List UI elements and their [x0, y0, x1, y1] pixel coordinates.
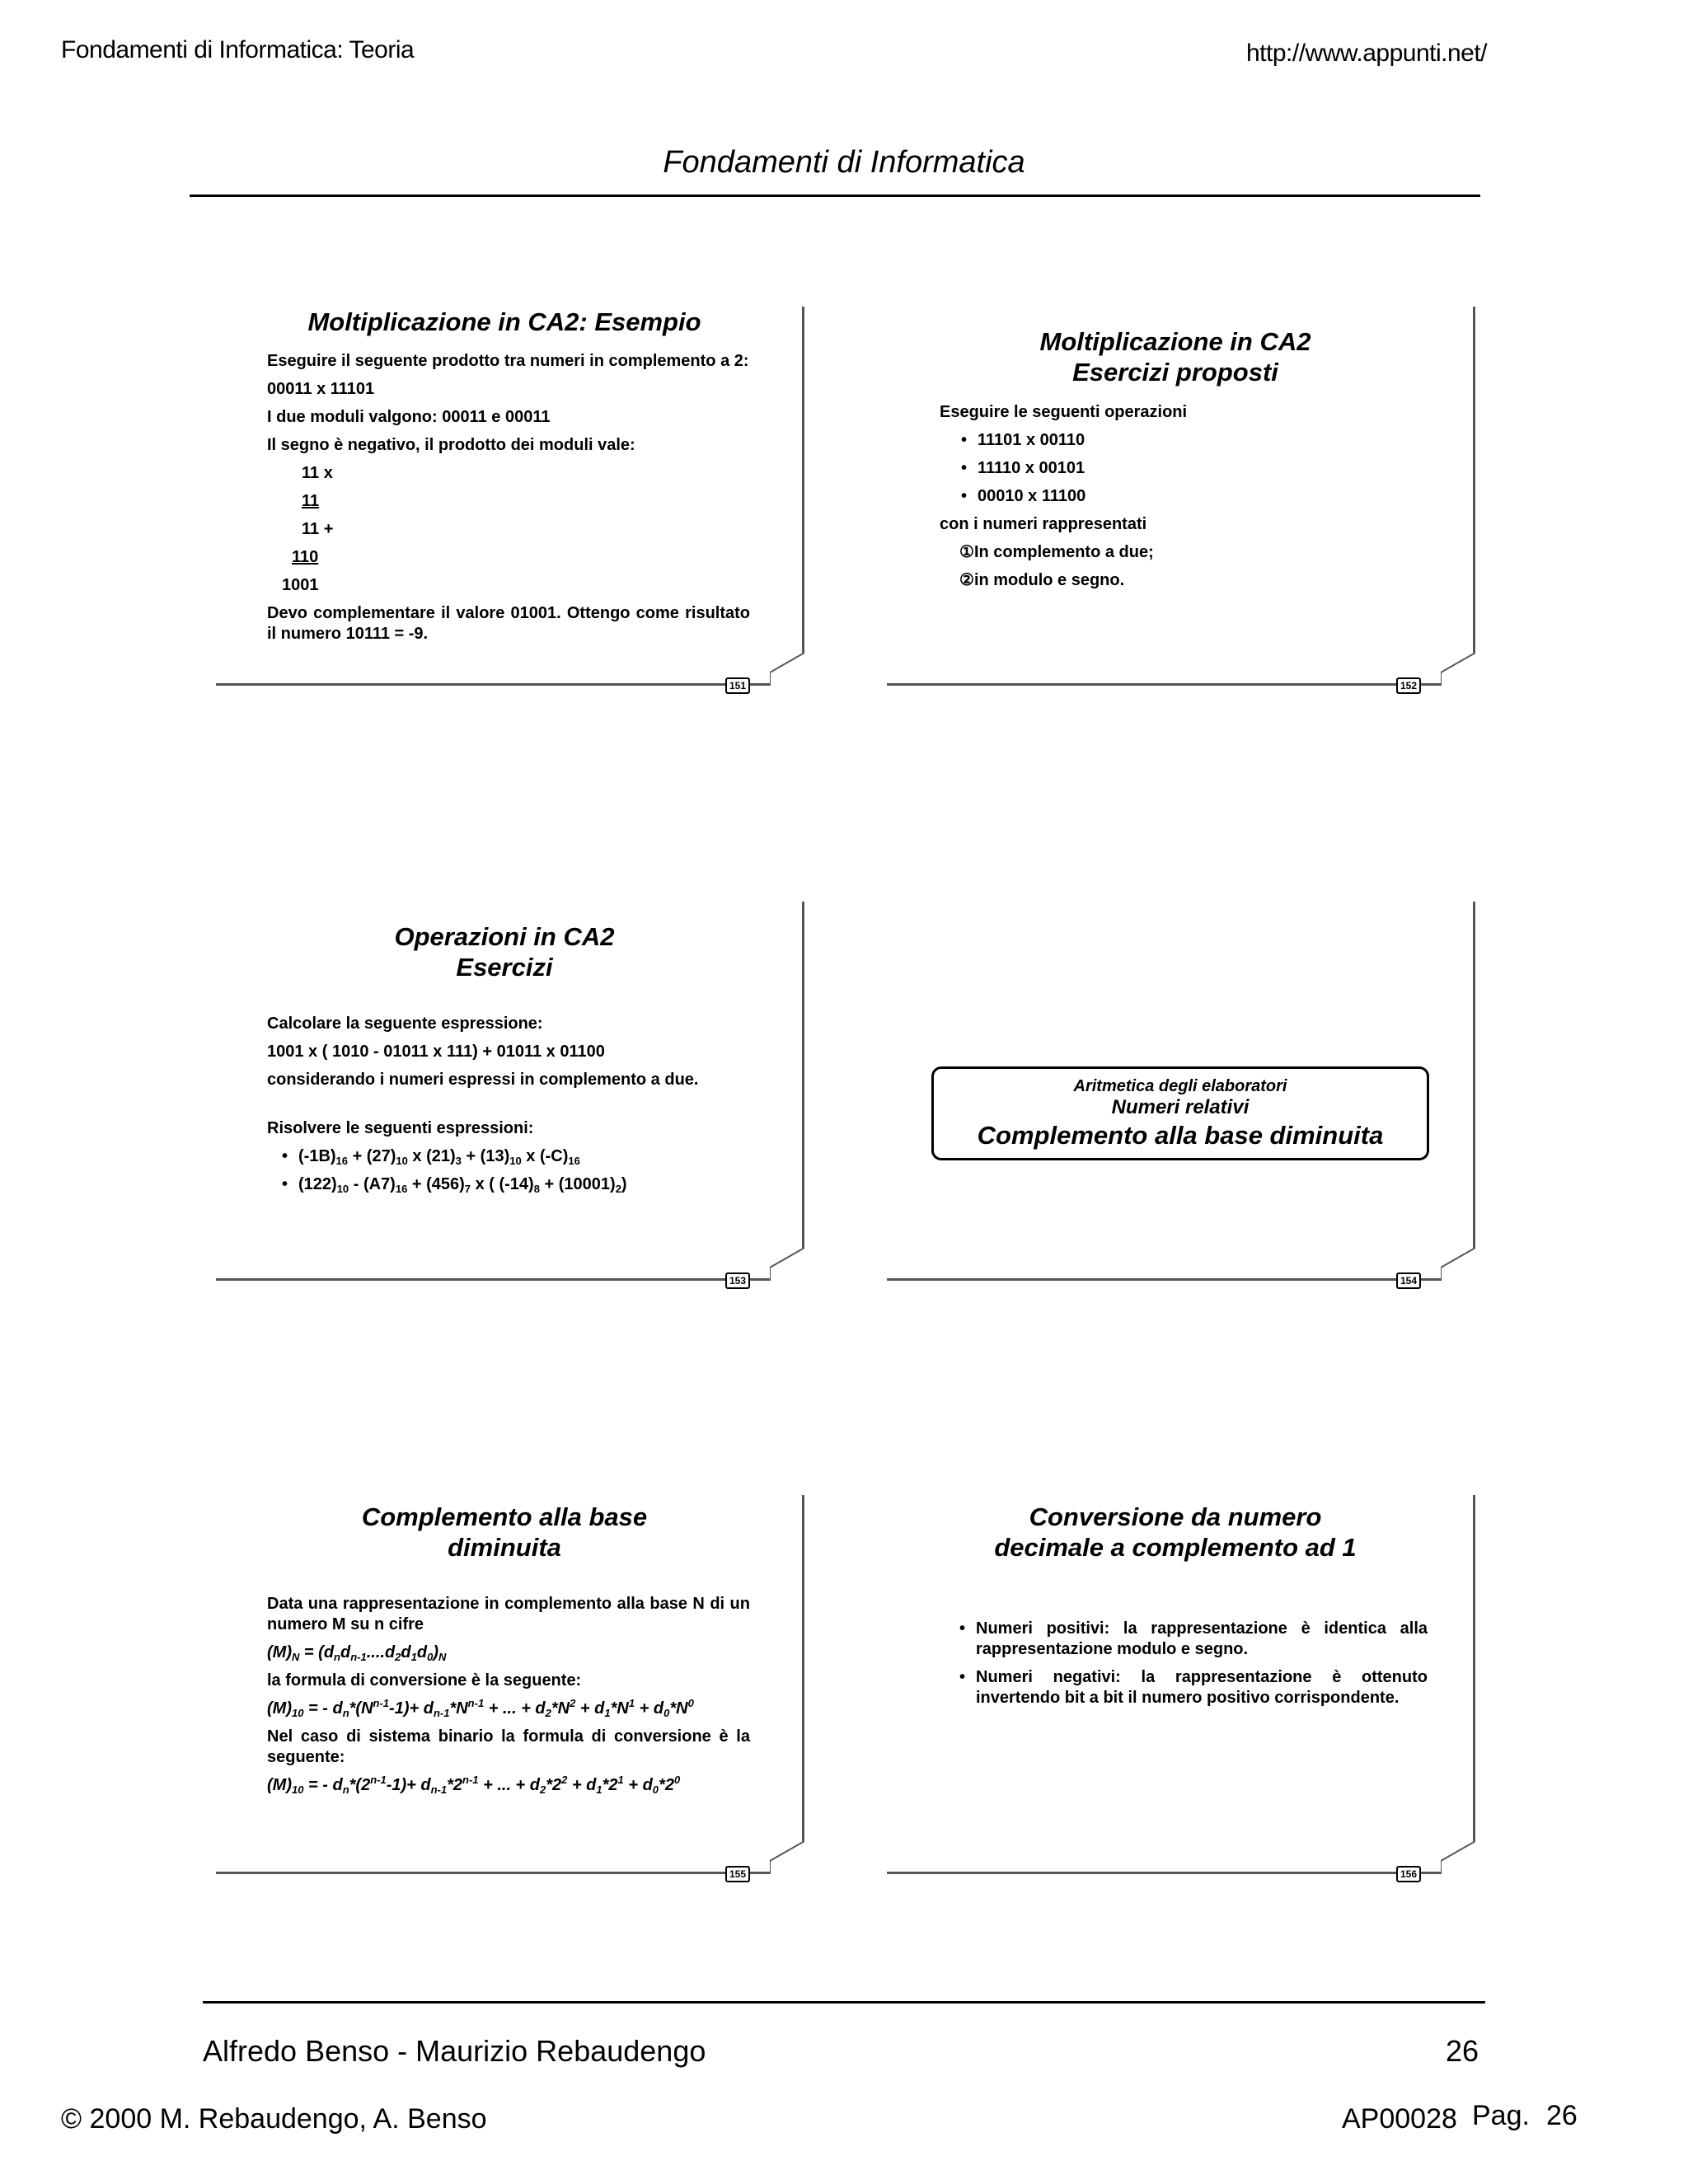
expression-list: [267, 1146, 750, 1195]
slide-subtitle: diminuita: [448, 1533, 561, 1562]
list-item: • Numeri negativi: la rappresentazione è ottenuto invertendo bit a bit il numero positivo corrispondente.: [958, 1667, 1428, 1708]
slide-text: I due moduli valgono: 00011 e 00011: [267, 408, 551, 426]
option-text: In complemento a due;: [973, 543, 1154, 561]
slide-text: Devo complementare il valore 01001. Ottengo come risultato il numero 10111 = -9.: [267, 604, 750, 643]
list-item: • 00010 x 11100: [959, 486, 1423, 507]
section-line: Numeri relativi: [1111, 1096, 1250, 1118]
slide-text: Nel caso di sistema binario la formula di conversione è la seguente:: [267, 1727, 750, 1766]
slide-number: 152: [1396, 677, 1421, 694]
header-left: Fondamenti di Informatica: Teoria: [61, 36, 415, 63]
page-fold-icon: [1441, 1248, 1475, 1281]
page-title: Fondamenti di Informatica: [663, 145, 1025, 180]
bullet-list: [958, 1619, 1428, 1708]
slide-number: 151: [725, 677, 750, 694]
slide-text: 00011 x 11101: [267, 380, 375, 398]
slide-text: la formula di conversione è la seguente:: [267, 1671, 582, 1690]
footer-divider: [203, 2001, 1485, 2004]
slide-text: Data una rappresentazione in complemento alla base N di un numero M su n cifre: [267, 1595, 750, 1633]
slide-number: 156: [1396, 1866, 1421, 1882]
list-item: • 11101 x 00110: [959, 430, 1423, 451]
slide-title: Conversione da numero: [1029, 1502, 1322, 1531]
page-fold-icon: [770, 1248, 804, 1281]
slide-text: con i numeri rappresentati: [940, 515, 1147, 533]
slide-title: Moltiplicazione in CA2: [1039, 327, 1311, 356]
slide-subtitle: decimale a complemento ad 1: [994, 1533, 1357, 1562]
slide-156: [887, 1495, 1475, 1880]
slide-number: 154: [1396, 1272, 1421, 1289]
slide-155: [216, 1495, 804, 1880]
slide-title: Moltiplicazione in CA2: Esempio: [307, 307, 701, 336]
header-url: http://www.appunti.net/: [1246, 40, 1488, 67]
calc-line: 1001: [282, 576, 319, 594]
operations-list: [940, 430, 1423, 507]
calc-line: 110: [292, 548, 319, 566]
slide-152: [887, 307, 1475, 691]
formula-representation: $(M)_N = (d_nd_{n-1}....d_2d_1d_0)_N$: [267, 1643, 447, 1663]
list-item: • Numeri positivi: la rappresentazione è identica alla rappresentazione modulo e segno.: [958, 1619, 1428, 1660]
slide-text: Eseguire il seguente prodotto tra numeri in complemento a 2:: [267, 352, 749, 370]
footer-pag-label: Pag.: [1472, 2100, 1530, 2131]
footer-pag-number: 26: [1546, 2100, 1578, 2131]
slide-151: [216, 307, 804, 691]
slide-number: 153: [725, 1272, 750, 1289]
slide-154: [887, 902, 1475, 1286]
section-heading: Complemento alla base diminuita: [977, 1121, 1384, 1150]
slide-text: Calcolare la seguente espressione:: [267, 1015, 543, 1033]
slide-title: Complemento alla base: [361, 1502, 648, 1531]
page-fold-icon: [770, 653, 804, 686]
footer-copyright: © 2000 M. Rebaudengo, A. Benso: [61, 2103, 487, 2135]
slide-text: Eseguire le seguenti operazioni: [940, 403, 1188, 421]
footer-page-number: 26: [1446, 2034, 1479, 2068]
expression-item: • $(-1B)_{16} + (27)_{10}$ x $(21)_3 + (13)_{10}$ x $(-C)_{16}$: [280, 1146, 750, 1167]
slide-153: [216, 902, 804, 1286]
slide-text: Risolvere le seguenti espressioni:: [267, 1119, 534, 1137]
slide-expression: 1001 x ( 1010 - 01011 x 111) + 01011 x 01100: [267, 1043, 605, 1061]
page-fold-icon: [1441, 1841, 1475, 1874]
formula-conversion: $(M)_{10}$ = - $d_n*(N^{n-1}-1)+ d_{n-1}*N^{n-1}$ + ... + $d_2*N^2 + d_1*N^1 + d_0*N^0$: [267, 1697, 694, 1719]
page-fold-icon: [1441, 653, 1475, 686]
calc-line: 11 +: [302, 520, 334, 538]
slide-subtitle: Esercizi: [456, 953, 553, 982]
calc-line: 11 x: [302, 464, 333, 482]
circled-one-icon: ①: [959, 543, 974, 561]
option-text: in modulo e segno.: [973, 571, 1125, 589]
slide-number: 155: [725, 1866, 750, 1882]
slide-title: Operazioni in CA2: [394, 922, 615, 951]
slide-subtitle: Esercizi proposti: [1072, 358, 1278, 387]
section-line: Aritmetica degli elaboratori: [1073, 1077, 1287, 1095]
footer-code: AP00028: [1342, 2103, 1457, 2135]
page-fold-icon: [770, 1841, 804, 1874]
slide-text: considerando i numeri espressi in complemento a due.: [267, 1071, 699, 1089]
slide-text: Il segno è negativo, il prodotto dei moduli vale:: [267, 436, 635, 454]
circled-two-icon: ②: [959, 571, 974, 589]
header-divider: [190, 194, 1480, 197]
footer-authors: Alfredo Benso - Maurizio Rebaudengo: [203, 2034, 706, 2068]
list-item: • 11110 x 00101: [959, 458, 1423, 479]
section-title-box: [931, 1066, 1429, 1160]
formula-binary: $(M)_{10}$ = - $d_n*(2^{n-1}-1)+ d_{n-1}*2^{n-1}$ + ... + $d_2*2^2 + d_1*2^1 + d_0*2^0$: [267, 1774, 681, 1796]
expression-item: • $(122)_{10} - (A7)_{16} + (456)_7$ x ( $(-14)_8 + (10001)_2$): [280, 1174, 750, 1195]
calc-line: 11: [302, 492, 320, 510]
